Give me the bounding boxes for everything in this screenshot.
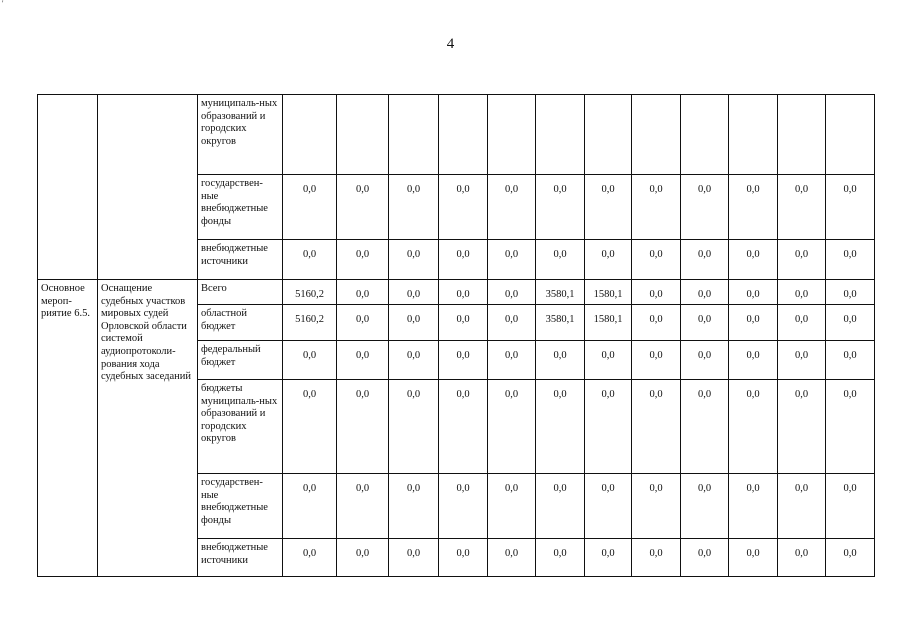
funding-source-cell: Всего — [198, 280, 283, 305]
value-cell — [681, 305, 729, 341]
value-cell — [536, 539, 585, 577]
value-text: 0,0 — [601, 249, 615, 260]
value-text: 0,0 — [843, 548, 857, 559]
value-cell — [778, 95, 826, 175]
value-cell — [681, 95, 729, 175]
value-cell — [826, 539, 875, 577]
value-text: 0,0 — [355, 289, 370, 300]
value-cell — [283, 380, 337, 474]
value-text: 0,0 — [794, 389, 809, 400]
value-text: 0,0 — [649, 314, 663, 325]
budget-table — [37, 94, 875, 577]
value-cell — [826, 380, 875, 474]
value-cell — [439, 240, 488, 280]
value-cell — [488, 539, 536, 577]
value-text: 0,0 — [302, 389, 317, 400]
value-cell — [681, 240, 729, 280]
value-cell — [778, 474, 826, 539]
value-text: 0,0 — [456, 483, 470, 494]
value-cell — [681, 280, 729, 305]
value-cell — [632, 341, 681, 380]
value-cell — [337, 95, 389, 175]
value-cell — [778, 240, 826, 280]
table-row — [38, 95, 875, 175]
value-cell — [778, 175, 826, 240]
value-text: 0,0 — [746, 314, 760, 325]
value-cell — [778, 280, 826, 305]
value-text: 0,0 — [406, 184, 421, 195]
value-cell — [632, 240, 681, 280]
value-text: 0,0 — [504, 289, 519, 300]
value-text: 0,0 — [302, 184, 317, 195]
value-text: 0,0 — [794, 483, 809, 494]
value-cell — [585, 280, 632, 305]
value-text: 0,0 — [504, 483, 519, 494]
value-cell — [536, 175, 585, 240]
value-text: 0,0 — [649, 389, 663, 400]
value-cell — [439, 539, 488, 577]
value-text: 0,0 — [553, 184, 567, 195]
value-text: 0,0 — [302, 548, 317, 559]
value-cell — [337, 474, 389, 539]
value-cell — [389, 539, 439, 577]
value-text: 0,0 — [456, 548, 470, 559]
value-text: 0,0 — [794, 350, 809, 361]
value-cell — [826, 474, 875, 539]
value-text: 0,0 — [355, 249, 370, 260]
value-text: 0,0 — [553, 249, 567, 260]
value-text: 0,0 — [843, 184, 857, 195]
table-row — [38, 280, 875, 305]
value-text: 0,0 — [794, 289, 809, 300]
value-cell — [536, 240, 585, 280]
value-text: 0,0 — [553, 548, 567, 559]
value-text: 0,0 — [406, 314, 421, 325]
value-text: 0,0 — [456, 184, 470, 195]
value-text: 1580,1 — [593, 314, 623, 325]
value-text: 0,0 — [406, 289, 421, 300]
value-cell — [283, 305, 337, 341]
value-cell — [536, 305, 585, 341]
value-cell — [585, 341, 632, 380]
value-cell — [729, 175, 778, 240]
value-cell — [488, 341, 536, 380]
value-cell — [439, 175, 488, 240]
value-cell — [632, 474, 681, 539]
value-cell — [283, 175, 337, 240]
value-text: 0,0 — [697, 389, 712, 400]
value-cell — [826, 341, 875, 380]
value-cell — [729, 380, 778, 474]
value-cell — [488, 380, 536, 474]
value-cell — [536, 474, 585, 539]
value-cell — [439, 280, 488, 305]
value-text: 0,0 — [355, 483, 370, 494]
value-cell — [488, 240, 536, 280]
value-cell — [337, 175, 389, 240]
value-text: 0,0 — [697, 249, 712, 260]
corner-mark: ' — [2, 0, 4, 8]
funding-source-cell: внебюджетные источники — [198, 539, 283, 577]
value-cell — [632, 175, 681, 240]
value-cell — [337, 305, 389, 341]
value-text: 3580,1 — [545, 314, 575, 325]
value-cell — [681, 474, 729, 539]
value-cell — [337, 280, 389, 305]
value-text: 0,0 — [843, 389, 857, 400]
value-text: 0,0 — [649, 548, 663, 559]
funding-source-cell: федеральный бюджет — [198, 341, 283, 380]
value-text: 0,0 — [504, 350, 519, 361]
value-cell — [729, 240, 778, 280]
value-text: 0,0 — [697, 289, 712, 300]
value-cell — [283, 539, 337, 577]
value-text: 0,0 — [843, 289, 857, 300]
value-text: 0,0 — [553, 389, 567, 400]
value-cell — [632, 305, 681, 341]
value-cell — [389, 175, 439, 240]
value-text: 0,0 — [794, 314, 809, 325]
value-text: 5160,2 — [295, 289, 324, 300]
value-text: 0,0 — [746, 389, 760, 400]
value-text: 0,0 — [649, 249, 663, 260]
value-text: 0,0 — [406, 483, 421, 494]
value-text: 0,0 — [406, 249, 421, 260]
value-cell — [632, 95, 681, 175]
value-text: 0,0 — [794, 249, 809, 260]
value-cell — [439, 474, 488, 539]
value-cell — [337, 380, 389, 474]
value-cell — [585, 305, 632, 341]
value-text: 0,0 — [601, 350, 615, 361]
funding-source-cell: бюджеты муниципаль-ных образований и городских округов — [198, 380, 283, 474]
value-cell — [585, 175, 632, 240]
value-text: 5160,2 — [295, 314, 324, 325]
value-cell — [389, 280, 439, 305]
value-cell — [778, 305, 826, 341]
value-cell — [778, 341, 826, 380]
value-cell — [681, 380, 729, 474]
value-text: 0,0 — [601, 483, 615, 494]
value-text: 0,0 — [697, 314, 712, 325]
value-cell — [283, 240, 337, 280]
value-cell — [536, 341, 585, 380]
value-cell — [439, 305, 488, 341]
value-text: 0,0 — [355, 548, 370, 559]
value-cell — [632, 280, 681, 305]
value-text: 0,0 — [456, 389, 470, 400]
value-cell — [439, 95, 488, 175]
value-cell — [826, 240, 875, 280]
value-text: 0,0 — [843, 483, 857, 494]
empty-code-cell — [38, 95, 98, 280]
value-text: 0,0 — [456, 289, 470, 300]
value-cell — [488, 305, 536, 341]
value-cell — [536, 95, 585, 175]
value-cell — [826, 95, 875, 175]
value-text: 0,0 — [504, 389, 519, 400]
value-cell — [488, 474, 536, 539]
value-cell — [585, 95, 632, 175]
value-text: 0,0 — [456, 249, 470, 260]
value-text: 0,0 — [355, 350, 370, 361]
value-text: 0,0 — [649, 184, 663, 195]
value-text: 0,0 — [504, 548, 519, 559]
value-cell — [536, 380, 585, 474]
table-body — [38, 95, 875, 577]
value-text: 0,0 — [601, 389, 615, 400]
value-text: 0,0 — [843, 249, 857, 260]
value-text: 0,0 — [794, 548, 809, 559]
value-text: 0,0 — [649, 483, 663, 494]
value-text: 0,0 — [553, 483, 567, 494]
value-text: 0,0 — [355, 389, 370, 400]
value-text: 0,0 — [843, 314, 857, 325]
value-text: 0,0 — [504, 184, 519, 195]
value-cell — [283, 280, 337, 305]
funding-source-cell: муниципаль-ных образований и городских округов — [198, 95, 283, 175]
value-cell — [585, 474, 632, 539]
value-cell — [389, 240, 439, 280]
value-text: 0,0 — [697, 350, 712, 361]
value-text: 0,0 — [746, 350, 760, 361]
value-cell — [488, 280, 536, 305]
value-cell — [826, 175, 875, 240]
value-text: 0,0 — [697, 483, 712, 494]
value-text: 0,0 — [355, 314, 370, 325]
funding-source-cell: внебюджетные источники — [198, 240, 283, 280]
value-text: 0,0 — [843, 350, 857, 361]
activity-code-cell: Основное мероп-риятие 6.5. — [38, 280, 98, 577]
value-cell — [283, 341, 337, 380]
value-cell — [681, 341, 729, 380]
value-text: 0,0 — [601, 548, 615, 559]
value-cell — [283, 474, 337, 539]
value-text: 0,0 — [649, 350, 663, 361]
value-cell — [729, 95, 778, 175]
value-cell — [389, 341, 439, 380]
value-cell — [488, 175, 536, 240]
value-cell — [585, 240, 632, 280]
value-cell — [729, 280, 778, 305]
value-cell — [729, 474, 778, 539]
value-text: 0,0 — [601, 184, 615, 195]
value-cell — [585, 380, 632, 474]
value-text: 0,0 — [746, 548, 760, 559]
value-cell — [389, 474, 439, 539]
activity-name-cell: Оснащение судебных участков мировых судей Орловской области системой аудиопротоколи-рования хода судебных заседаний — [98, 280, 198, 577]
value-text: 0,0 — [406, 389, 421, 400]
value-text: 0,0 — [746, 249, 760, 260]
value-cell — [729, 341, 778, 380]
value-cell — [488, 95, 536, 175]
value-text: 0,0 — [302, 249, 317, 260]
value-cell — [778, 539, 826, 577]
value-cell — [389, 95, 439, 175]
value-text: 0,0 — [649, 289, 663, 300]
value-cell — [536, 280, 585, 305]
value-text: 0,0 — [456, 350, 470, 361]
value-cell — [283, 95, 337, 175]
value-text: 1580,1 — [593, 289, 623, 300]
value-text: 0,0 — [746, 184, 760, 195]
value-text: 0,0 — [302, 483, 317, 494]
funding-source-cell: государствен-ные внебюджетные фонды — [198, 474, 283, 539]
value-text: 0,0 — [504, 249, 519, 260]
value-cell — [439, 380, 488, 474]
value-cell — [439, 341, 488, 380]
value-text: 0,0 — [697, 548, 712, 559]
value-cell — [337, 341, 389, 380]
value-cell — [585, 539, 632, 577]
value-cell — [729, 539, 778, 577]
value-text: 3580,1 — [545, 289, 575, 300]
funding-source-cell: областной бюджет — [198, 305, 283, 341]
value-cell — [632, 539, 681, 577]
value-cell — [826, 305, 875, 341]
value-text: 0,0 — [504, 314, 519, 325]
value-text: 0,0 — [746, 289, 760, 300]
value-text: 0,0 — [406, 350, 421, 361]
value-cell — [337, 240, 389, 280]
value-text: 0,0 — [302, 350, 317, 361]
value-cell — [729, 305, 778, 341]
value-cell — [778, 380, 826, 474]
value-cell — [681, 175, 729, 240]
value-cell — [389, 380, 439, 474]
value-text: 0,0 — [456, 314, 470, 325]
value-text: 0,0 — [697, 184, 712, 195]
value-cell — [826, 280, 875, 305]
value-cell — [389, 305, 439, 341]
value-text: 0,0 — [746, 483, 760, 494]
value-text: 0,0 — [355, 184, 370, 195]
value-cell — [681, 539, 729, 577]
page-number: 4 — [446, 36, 455, 52]
value-cell — [632, 380, 681, 474]
value-cell — [337, 539, 389, 577]
value-text: 0,0 — [553, 350, 567, 361]
empty-name-cell — [98, 95, 198, 280]
value-text: 0,0 — [406, 548, 421, 559]
funding-source-cell: государствен-ные внебюджетные фонды — [198, 175, 283, 240]
value-text: 0,0 — [794, 184, 809, 195]
